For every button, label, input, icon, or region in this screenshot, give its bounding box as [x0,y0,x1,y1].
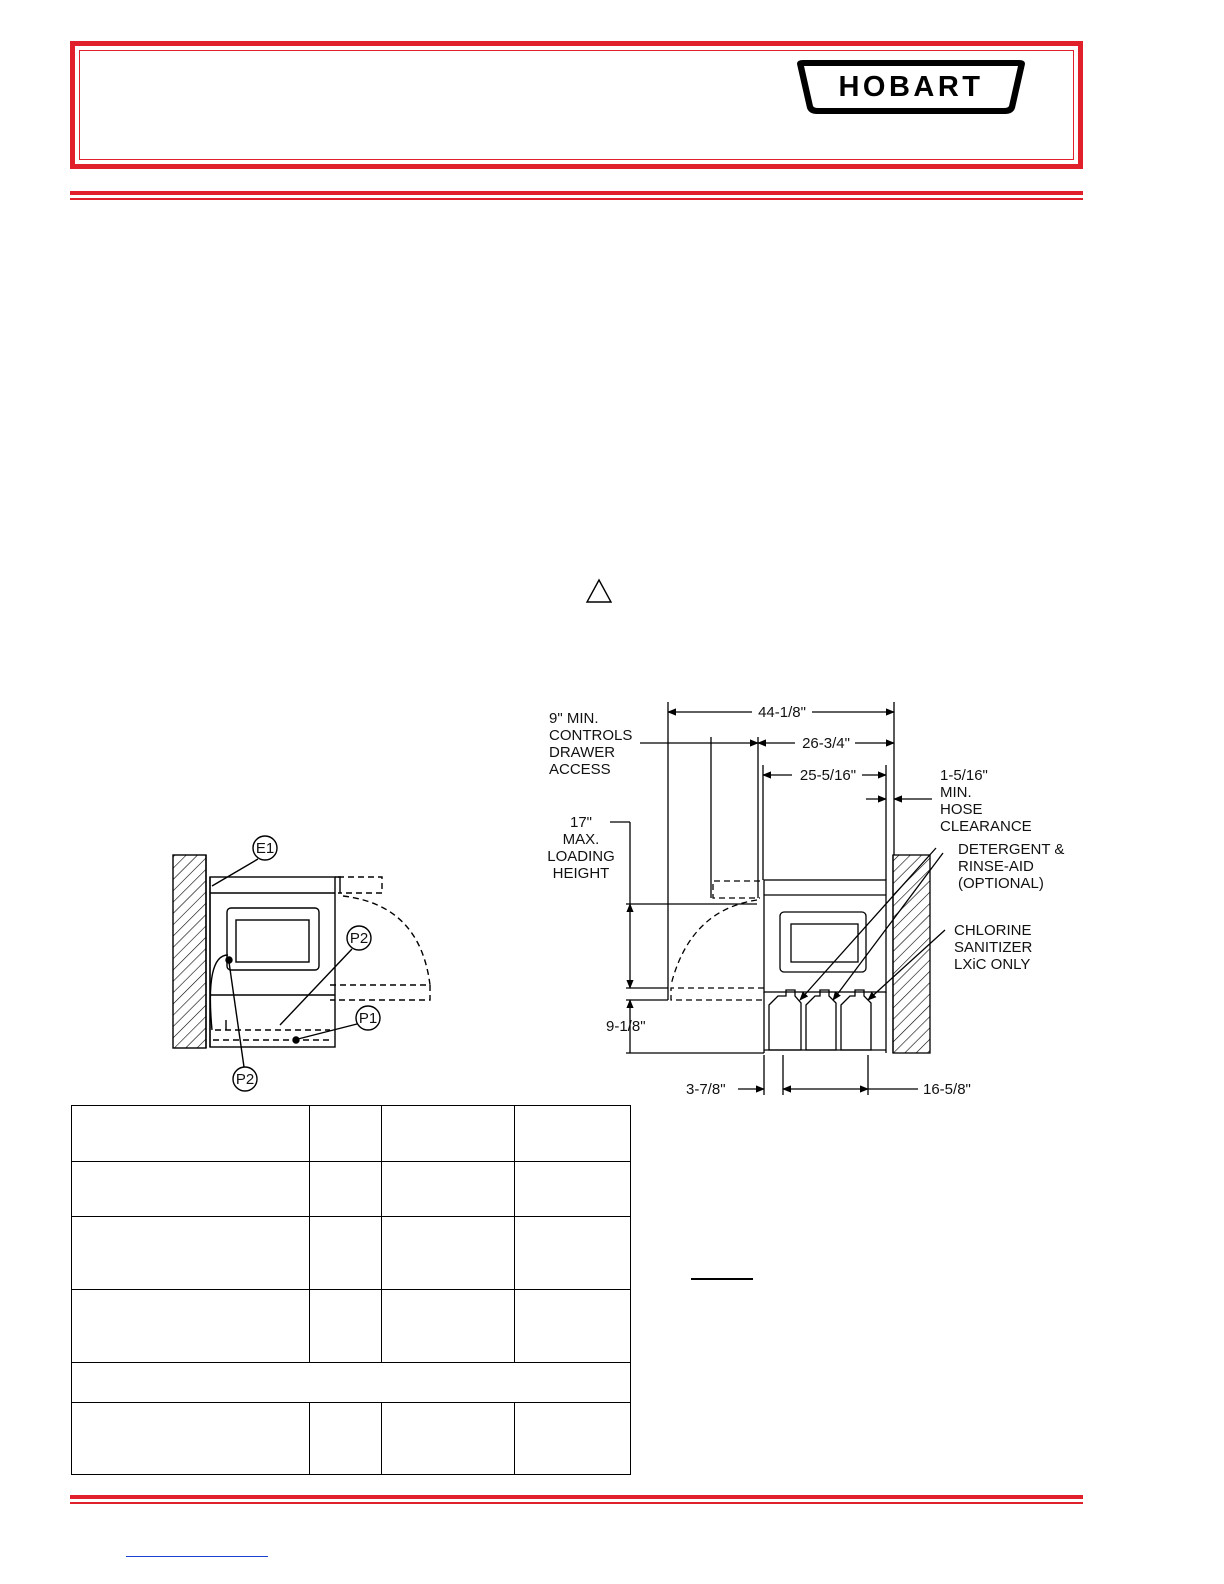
table-cell [310,1106,382,1162]
table-cell [515,1162,631,1217]
table-row [72,1363,631,1403]
svg-text:SANITIZER: SANITIZER [954,939,1033,956]
svg-text:(OPTIONAL): (OPTIONAL) [958,875,1044,892]
label-chlorine-sanitizer [954,922,1033,973]
dim-body-depth: 25-5/16" [799,767,857,784]
utility-spec-table [71,1105,631,1475]
left-side-view-diagram [173,836,430,1091]
callout-p2-upper: P2 [349,930,369,947]
table-cell [382,1290,515,1363]
logo-text: HOBART [838,70,984,103]
dim-base-height: 9-1/8" [606,1018,646,1035]
label-loading-height [547,814,615,882]
right-side-view-diagram [610,702,945,1095]
table-row [72,1217,631,1290]
table-cell [310,1162,382,1217]
table-cell [310,1403,382,1475]
table-cell [310,1217,382,1290]
table-cell [72,1162,310,1217]
svg-text:MAX.: MAX. [562,831,600,848]
table-cell [515,1106,631,1162]
table-cell [382,1106,515,1162]
callout-e1: E1 [255,840,275,857]
svg-text:ACCESS: ACCESS [549,761,611,778]
note-underline [691,1278,753,1280]
table-cell [515,1403,631,1475]
table-cell [72,1363,631,1403]
table-cell [72,1106,310,1162]
svg-text:LXiC ONLY: LXiC ONLY [954,956,1031,973]
label-detergent-rinse-aid [958,841,1064,892]
svg-text:DETERGENT &: DETERGENT & [958,841,1065,858]
svg-text:DRAWER: DRAWER [549,744,616,761]
label-hose-clearance [940,767,1032,835]
right-machine-body [764,880,886,992]
table-row [72,1106,631,1162]
table-cell [72,1290,310,1363]
table-cell [382,1162,515,1217]
table-row [72,1162,631,1217]
svg-text:HEIGHT: HEIGHT [552,865,610,882]
svg-text:LOADING: LOADING [547,848,615,865]
dim-bottle-offset: 3-7/8" [686,1081,726,1098]
table-cell [515,1217,631,1290]
svg-text:CONTROLS: CONTROLS [549,727,633,744]
dim-door-depth: 26-3/4" [802,735,850,752]
svg-text:CHLORINE: CHLORINE [954,922,1032,939]
left-wall-hatch [173,855,206,1048]
table-cell [72,1403,310,1475]
table-row [72,1290,631,1363]
svg-text:RINSE-AID: RINSE-AID [958,858,1034,875]
svg-text:MIN.: MIN. [940,784,972,801]
table-row [72,1403,631,1475]
callout-p2-lower: P2 [235,1071,255,1088]
svg-text:HOSE: HOSE [940,801,983,818]
svg-text:CLEARANCE: CLEARANCE [940,818,1032,835]
table-cell [310,1290,382,1363]
svg-text:9" MIN.: 9" MIN. [549,710,599,727]
svg-text:1-5/16": 1-5/16" [940,767,988,784]
dim-bottle-span: 16-5/8" [923,1081,971,1098]
callout-p1: P1 [358,1010,378,1027]
table-cell [515,1290,631,1363]
footer-link-underline[interactable] [126,1556,268,1557]
label-controls-access [549,710,632,778]
dim-overall-width: 44-1/8" [758,704,806,721]
right-wall-hatch [893,855,930,1053]
svg-text:17": 17" [569,814,593,831]
table-cell [382,1217,515,1290]
table-cell [72,1217,310,1290]
table-cell [382,1403,515,1475]
